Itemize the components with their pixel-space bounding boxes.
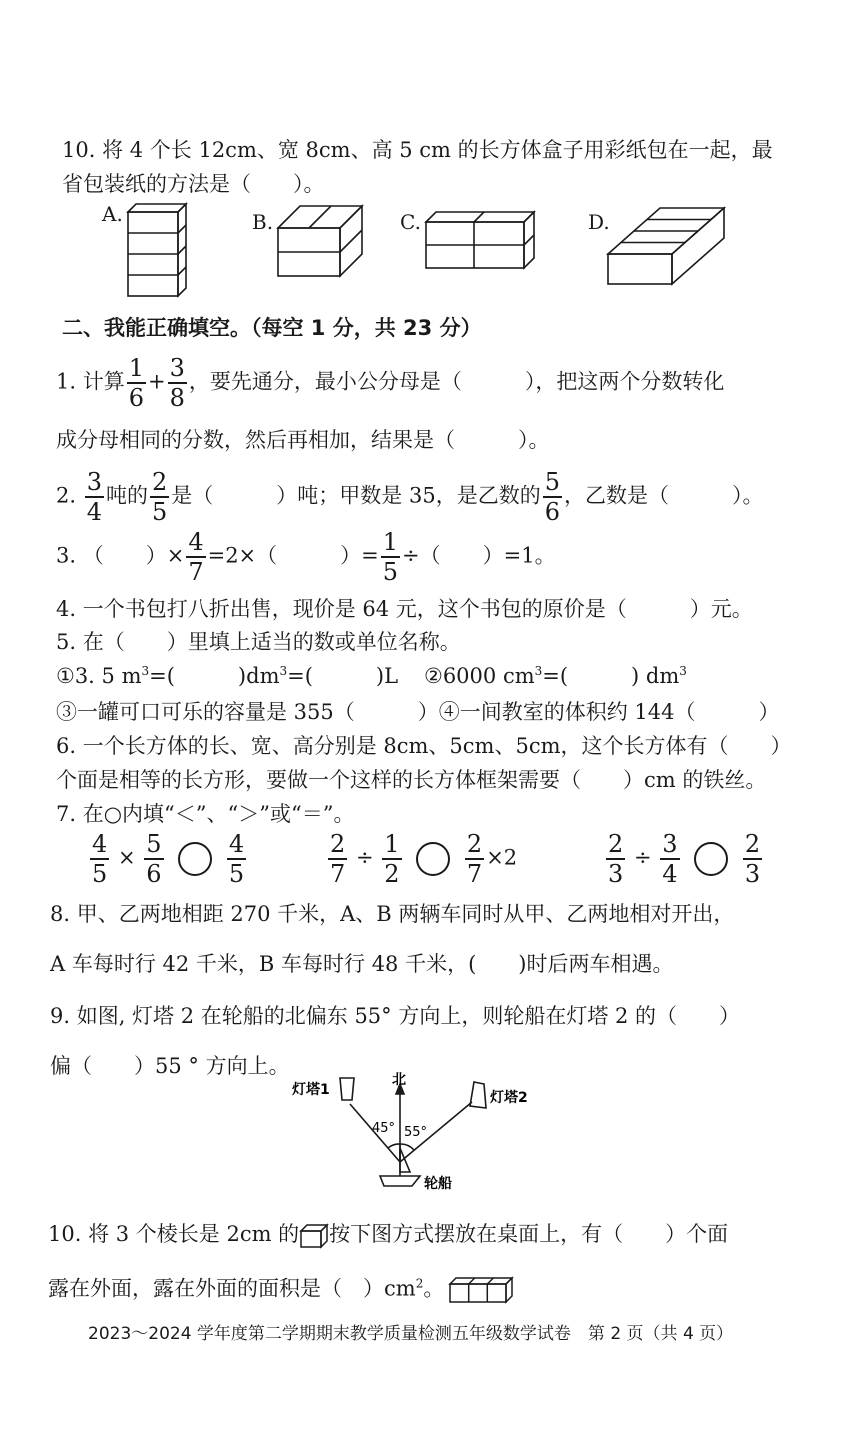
- q7-e1-a-num: 4: [92, 830, 108, 858]
- q2-t2: 是（ ）吨；甲数是 35，是乙数的: [171, 483, 541, 508]
- q10b-sup: 2: [415, 1276, 424, 1291]
- page-footer: 2023～2024 学年度第二学期期末教学质量检测五年级数学试卷 第 2 页（共 4 页）: [88, 1324, 734, 1344]
- q7-e2-b: [382, 832, 401, 886]
- q7-e2-c: [465, 832, 484, 886]
- ship-label: 轮船: [424, 1176, 452, 1192]
- angle-55-label: 55°: [404, 1125, 428, 1140]
- q7-e2-b-den: 2: [384, 859, 400, 888]
- compare-circle-1[interactable]: [178, 842, 212, 876]
- q7-e3-a-num: 2: [608, 830, 624, 858]
- q8-line2: A 车每时行 42 千米，B 车每时行 48 千米，( )时后两车相遇。: [50, 952, 674, 976]
- q10b-line1: [48, 1222, 728, 1249]
- q5-line-a: [56, 664, 398, 689]
- q2-pre: 2.: [56, 483, 77, 508]
- q7-e2-tail: ×2: [486, 845, 518, 870]
- option-c-label: C.: [400, 210, 421, 234]
- q4-line: 4. 一个书包打八折出售，现价是 64 元，这个书包的原价是（ ）元。: [56, 597, 753, 621]
- q7-e3-b-den: 4: [662, 859, 678, 888]
- q5-a2: =( )dm: [149, 664, 280, 688]
- q6-line2: 个面是相等的长方形，要做一个这样的长方体框架需要（ ）cm 的铁丝。: [56, 768, 767, 792]
- option-d-label: D.: [588, 210, 610, 234]
- tower2-label: 灯塔2: [490, 1090, 528, 1106]
- q9-line2: 偏（ ）55 ° 方向上。: [50, 1054, 290, 1078]
- q3-frac2: [381, 530, 400, 584]
- q7-e1-c: [227, 832, 246, 886]
- lighthouse-figure: [280, 1064, 580, 1194]
- q7-e3-a: [606, 832, 625, 886]
- q7-e3-c: [743, 832, 762, 886]
- tower1-label: 灯塔1: [292, 1082, 330, 1098]
- q2-frac1-num: 3: [86, 468, 103, 496]
- q7-e3-c-den: 3: [744, 859, 761, 888]
- q2-t3: ，乙数是（ ）。: [563, 483, 764, 508]
- q7-e2-a-den: 7: [330, 859, 346, 888]
- q3-frac1: [186, 530, 205, 584]
- q7-e3-op: ÷: [633, 845, 652, 870]
- q5-a3: =( )L: [287, 664, 399, 688]
- q3-pre: 3. （ ）×: [56, 543, 185, 568]
- q7-e1-c-den: 5: [228, 859, 245, 888]
- three-cubes-icon: [448, 1276, 514, 1304]
- q1-line1: [56, 356, 724, 410]
- q2-frac2-num: 2: [152, 468, 168, 496]
- q7-e1-b: [144, 832, 163, 886]
- q7-e1-a-den: 5: [92, 859, 108, 888]
- q9-line1: 9. 如图, 灯塔 2 在轮船的北偏东 55° 方向上，则轮船在灯塔 2 的（ ）: [50, 1004, 741, 1028]
- q7-title: 7. 在○内填“＜”、“＞”或“＝”。: [56, 802, 355, 826]
- angle-45-label: 45°: [372, 1121, 396, 1136]
- q7-e1-op: ×: [117, 845, 136, 870]
- q7-e2-a: [328, 832, 347, 886]
- q1-frac1-num: 1: [128, 354, 144, 382]
- q8-line1: 8. 甲、乙两地相距 270 千米，A、B 两辆车同时从甲、乙两地相对开出，: [50, 902, 735, 926]
- q5-b2-sup: 3: [679, 664, 687, 678]
- q1-frac1-den: 6: [128, 383, 144, 412]
- q5-a2-sup: 3: [279, 664, 288, 678]
- q7-e3-b: [660, 832, 679, 886]
- q5-b1: ②6000 cm: [424, 664, 535, 688]
- option-a-label: A.: [102, 202, 123, 226]
- q5-a1: ①3. 5 m: [56, 664, 142, 688]
- q5-line-c: ③一罐可口可乐的容量是 355（ ）④一间教室的体积约 144（ ）: [56, 700, 780, 724]
- q7-e3-b-num: 3: [662, 830, 678, 858]
- cube-icon: [299, 1223, 329, 1249]
- q7-e3-a-den: 3: [608, 859, 624, 888]
- q10b-end: 。: [423, 1276, 445, 1301]
- q1-post: ，要先通分，最小公分母是（ ），把这两个分数转化: [188, 369, 725, 394]
- q7-e1-c-num: 4: [228, 830, 245, 858]
- q7-e3-c-num: 2: [744, 830, 761, 858]
- q10b-line2-text: 露在外面，露在外面的面积是（ ）cm: [48, 1276, 416, 1301]
- q3-frac1-num: 4: [188, 528, 204, 556]
- north-label: 北: [392, 1072, 406, 1088]
- q7-e1-a: [90, 832, 109, 886]
- q7-expr2: [326, 832, 517, 886]
- q7-expr1: [88, 832, 248, 886]
- q6-line1: 6. 一个长方体的长、宽、高分别是 8cm、5cm、5cm，这个长方体有（ ）: [56, 734, 792, 758]
- q2-frac1-den: 4: [86, 497, 103, 526]
- q10b-line2: [48, 1276, 514, 1304]
- q5-a1-sup: 3: [141, 664, 150, 678]
- compare-circle-2[interactable]: [416, 842, 450, 876]
- q3-t1: =2×（ ）=: [207, 543, 379, 568]
- q3-t2: ÷（ ）=1。: [402, 543, 556, 568]
- option-c-figure: [422, 208, 538, 272]
- q1-pre: 1. 计算: [56, 369, 125, 394]
- q1-frac2-den: 8: [169, 383, 185, 412]
- option-b-label: B.: [252, 210, 274, 234]
- q2-frac2: [150, 470, 169, 524]
- q3-frac1-den: 7: [188, 557, 204, 586]
- q3-frac2-num: 1: [382, 528, 399, 556]
- q2-frac1: [85, 470, 104, 524]
- q7-e1-b-num: 5: [146, 830, 162, 858]
- q1-line2: 成分母相同的分数，然后再相加，结果是（ ）。: [56, 428, 550, 452]
- q10b-pre: 10. 将 3 个棱长是 2cm 的: [48, 1222, 300, 1246]
- q5-title: 5. 在（ ）里填上适当的数或单位名称。: [56, 630, 461, 654]
- q2-frac3: [543, 470, 562, 524]
- q7-e2-op: ÷: [355, 845, 374, 870]
- q10a-line2: 省包装纸的方法是（ ）。: [62, 172, 325, 196]
- q2-t1: 吨的: [106, 483, 149, 508]
- section-title: 二、我能正确填空。（每空 1 分，共 23 分）: [62, 316, 482, 340]
- q5-b2: =( ) dm: [542, 664, 680, 688]
- q5-b1-sup: 3: [534, 664, 543, 678]
- q7-e2-c-num: 2: [466, 830, 483, 858]
- q1-frac1: [127, 356, 146, 410]
- q5-line-b: [424, 664, 687, 689]
- q7-e2-c-den: 7: [466, 859, 483, 888]
- q2-frac3-den: 6: [544, 497, 560, 526]
- q2-frac3-num: 5: [544, 468, 560, 496]
- q1-frac2-num: 3: [169, 354, 185, 382]
- q3-line: [56, 530, 556, 584]
- compare-circle-3[interactable]: [694, 842, 728, 876]
- option-b-figure: [274, 202, 366, 282]
- q2-frac2-den: 5: [152, 497, 168, 526]
- q7-e2-b-num: 1: [384, 830, 400, 858]
- option-a-figure: [124, 200, 194, 300]
- option-d-figure: [604, 204, 728, 288]
- q7-e2-a-num: 2: [330, 830, 346, 858]
- q10a-line1: 10. 将 4 个长 12cm、宽 8cm、高 5 cm 的长方体盒子用彩纸包在一起，最: [62, 138, 773, 162]
- q1-plus: +: [148, 369, 166, 394]
- q7-e1-b-den: 6: [146, 859, 162, 888]
- q2-line: [56, 470, 763, 524]
- q7-expr3: [604, 832, 764, 886]
- q10b-post: 按下图方式摆放在桌面上，有（ ）个面: [329, 1222, 729, 1246]
- q3-frac2-den: 5: [382, 557, 399, 586]
- q1-frac2: [168, 356, 187, 410]
